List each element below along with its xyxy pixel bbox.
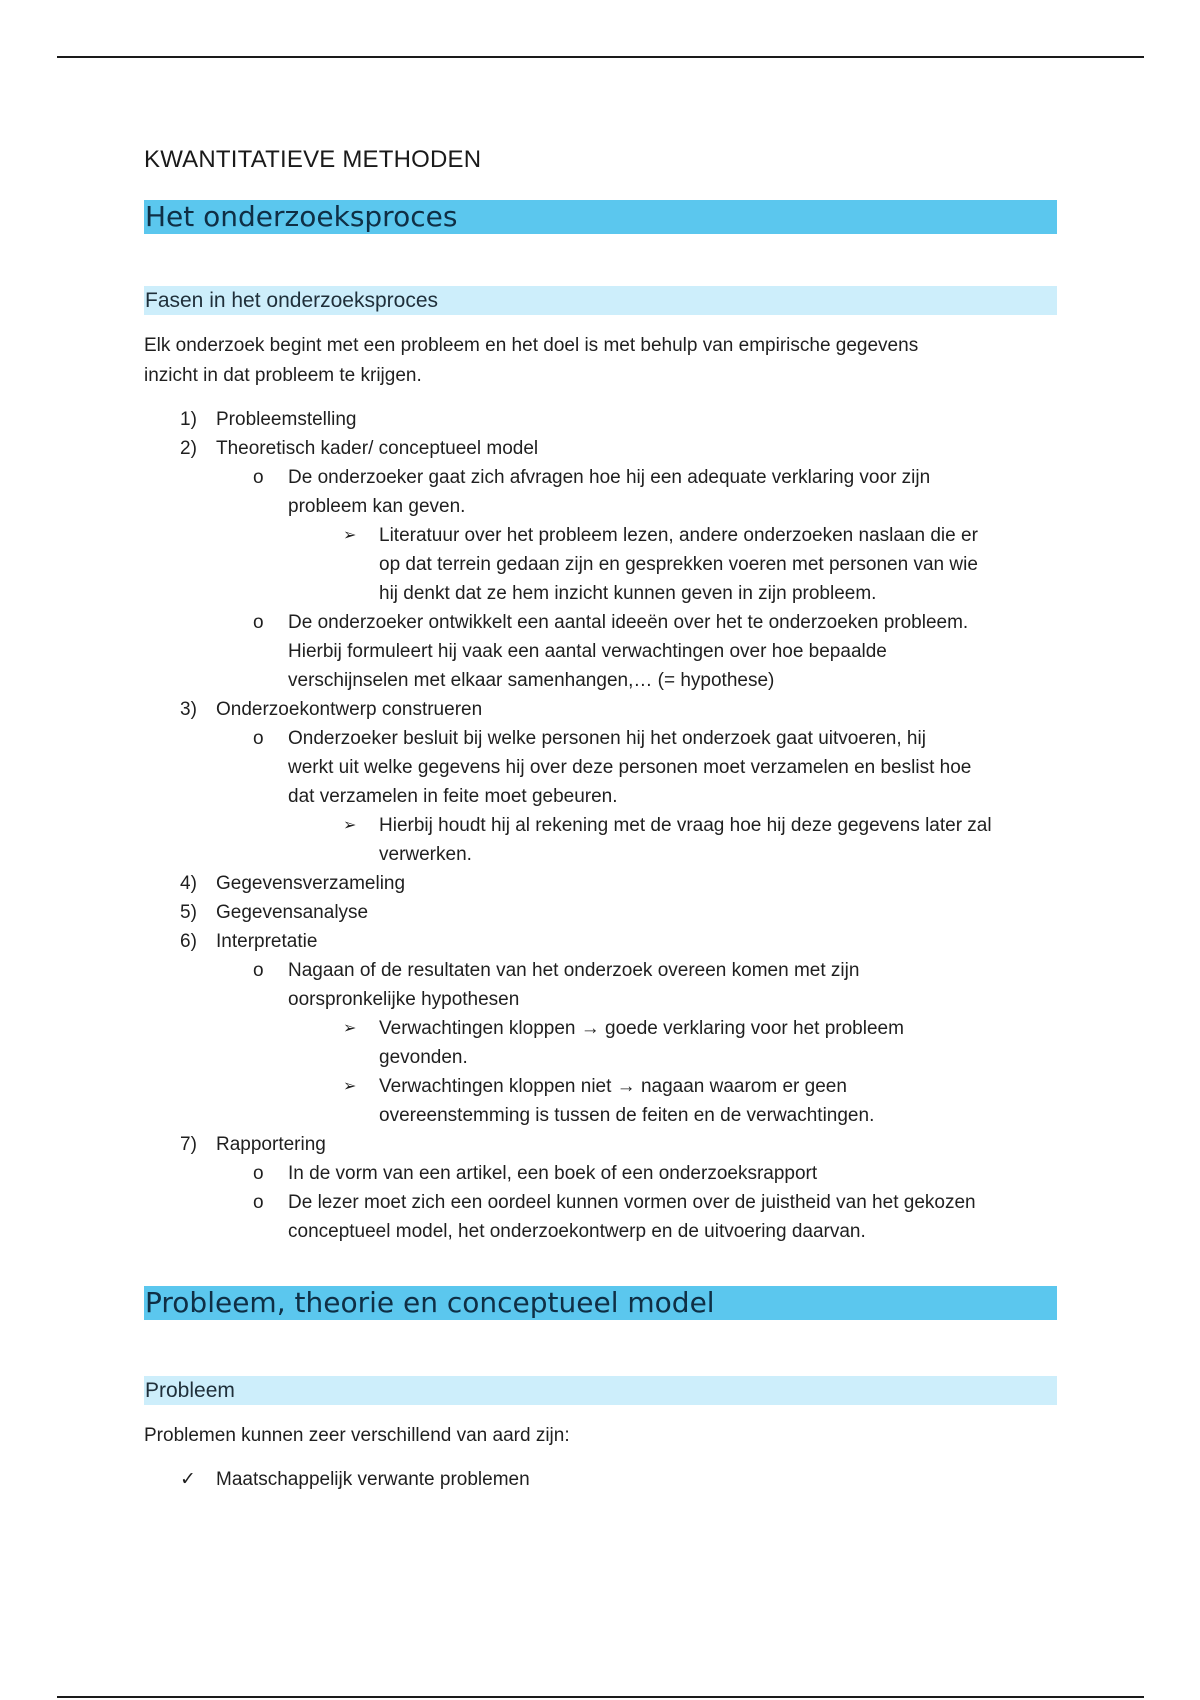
bullet-icon: o xyxy=(253,467,264,488)
arrow-bullet: ➢ Verwachtingen kloppen niet → nagaan waarom er geen xyxy=(144,1072,1057,1101)
sub-bullet: o Nagaan of de resultaten van het onderzoek overeen komen met zijn xyxy=(144,956,1057,985)
sub-bullet: o Onderzoeker besluit bij welke personen hij het onderzoek gaat uitvoeren, hij xyxy=(144,724,1057,753)
intro-paragraph: Elk onderzoek begint met een probleem en het doel is met behulp van empirische gegevens inzicht in dat probleem te krijgen. xyxy=(144,335,919,386)
probleem-intro: Problemen kunnen zeer verschillend van aard zijn: xyxy=(144,1425,570,1446)
bullet-icon: o xyxy=(253,1163,264,1184)
top-rule xyxy=(57,56,1144,58)
arrow-bullet-icon: ➢ xyxy=(343,1020,357,1037)
sub-bullet: o In de vorm van een artikel, een boek of een onderzoeksrapport xyxy=(144,1159,1057,1188)
list-item: 1) Probleemstelling xyxy=(180,409,357,430)
checkmark-icon: ✓ xyxy=(180,1469,196,1490)
heading-het-onderzoeksproces: Het onderzoeksproces xyxy=(144,200,1057,234)
arrow-bullet: ➢ Hierbij houdt hij al rekening met de vraag hoe hij deze gegevens later zal xyxy=(144,811,1057,840)
steps-list: 1) Probleemstelling 2) Theoretisch kader/ conceptueel model o De onderzoeker gaat zich afvragen hoe hij een adequate verklaring voor zijn probleem kan geven. ➢ Literatuur over het probleem lezen, andere onderzoeken naslaan die er op dat terrein gedaan zijn en gesprekken voeren met personen van wie hij denkt dat ze hem inzicht kunnen geven in zijn probleem. o De onderzoeker ontwikkelt een aantal ideeën over het te onderzoeken probleem. Hierbij formuleert hij vaak een aantal verwachtingen over hoe bepaalde verschijnselen met elkaar samenhangen,… (= hypothese) 3) Onderzoekontwerp construeren o Onderzoeker besluit bij welke personen hij het onderzoek gaat uitvoeren, hij werkt uit welke gegevens hij over deze personen moet verzamelen en beslist hoe dat verzamelen in feite moet gebeuren. ➢ Hierbij houdt hij al rekening met de vraag hoe hij deze gegevens later zal verwerken. 4) Gegevensverzameling 5) Gegevensanalyse 6) Interpretatie o Nagaan of de resultaten van het onderzoek overeen komen met zijn oorspronkelijke hypothesen ➢ Verwachtingen kloppen → goede verklaring voor het probleem gevonden. ➢ Verwachtingen kloppen niet → nagaan waarom er geen overeenstemming is tussen de feiten en de verwachtingen. 7) Rapportering o In de vorm van een artikel, een boek of een onderzoeksrapport o De lezer moet zich een oordeel kunnen vormen over de juistheid van het gekozen conceptueel model, het onderzoekontwerp en de uitvoering daarvan. xyxy=(144,405,1057,1246)
list-item: 4) Gegevensverzameling xyxy=(180,873,406,894)
sub-bullet: o De lezer moet zich een oordeel kunnen vormen over de juistheid van het gekozen xyxy=(144,1188,1057,1217)
bullet-icon: o xyxy=(253,960,264,981)
list-item: 2) Theoretisch kader/ conceptueel model xyxy=(180,438,539,459)
document-title: KWANTITATIEVE METHODEN xyxy=(144,146,482,173)
check-item: ✓ Maatschappelijk verwante problemen xyxy=(144,1465,1057,1494)
list-item: 5) Gegevensanalyse xyxy=(180,902,369,923)
sub-bullet: o De onderzoeker gaat zich afvragen hoe hij een adequate verklaring voor zijn xyxy=(144,463,1057,492)
subheading-fasen: Fasen in het onderzoeksproces xyxy=(144,286,1057,315)
arrow-bullet-icon: ➢ xyxy=(343,817,357,834)
document-body xyxy=(144,140,1057,1494)
bottom-rule xyxy=(57,1696,1144,1698)
arrow-bullet: ➢ Literatuur over het probleem lezen, andere onderzoeken naslaan die er xyxy=(144,521,1057,550)
subheading-probleem: Probleem xyxy=(144,1376,1057,1405)
list-item: 6) Interpretatie xyxy=(180,931,318,952)
list-item: 3) Onderzoekontwerp construeren xyxy=(180,699,483,720)
arrow-bullet-icon: ➢ xyxy=(343,1078,357,1095)
bullet-icon: o xyxy=(253,1192,264,1213)
arrow-bullet-icon: ➢ xyxy=(343,527,357,544)
list-item: 7) Rapportering xyxy=(180,1134,326,1155)
bullet-icon: o xyxy=(253,728,264,749)
heading-probleem-theorie: Probleem, theorie en conceptueel model xyxy=(144,1286,1057,1320)
bullet-icon: o xyxy=(253,612,264,633)
sub-bullet: o De onderzoeker ontwikkelt een aantal ideeën over het te onderzoeken probleem. xyxy=(144,608,1057,637)
arrow-bullet: ➢ Verwachtingen kloppen → goede verklaring voor het probleem xyxy=(144,1014,1057,1043)
